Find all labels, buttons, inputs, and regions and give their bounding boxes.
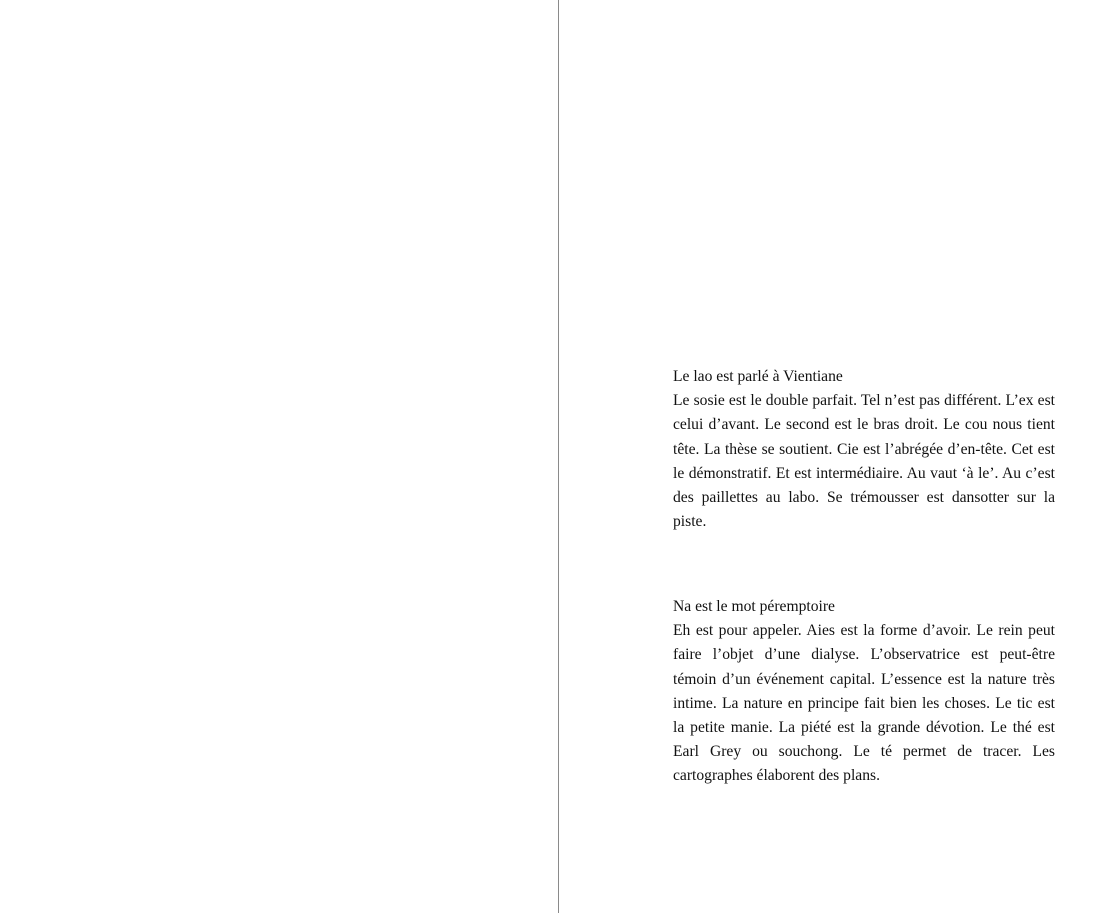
right-page [559, 0, 1117, 913]
section-title: Le lao est parlé à Vientiane [673, 368, 843, 385]
text-section [673, 595, 1055, 789]
text-section [673, 365, 1055, 534]
section-body: Eh est pour appeler. Aies est la forme d’avoir. Le rein peut faire l’objet d’une dialyse. L’observatrice est peut-être témoin d’un événement capital. L’essence est la nature très intime. La nature en principe fait bien les choses. Le tic est la petite manie. La piété est la grande dévotion. Le thé est Earl Grey ou souchong. Le té permet de tracer. Les cartographes élaborent des plans. [673, 622, 1055, 785]
left-page [0, 0, 558, 913]
section-title: Na est le mot péremptoire [673, 598, 835, 615]
section-body: Le sosie est le double parfait. Tel n’est pas différent. L’ex est celui d’avant. Le second est le bras droit. Le cou nous tient tête. La thèse se soutient. Cie est l’abrégée d’en-tête. Cet est le démonstratif. Et est intermédiaire. Au vaut ‘à le’. Au c’est des paillettes au labo. Se trémousser est dansotter sur la piste. [673, 392, 1055, 531]
